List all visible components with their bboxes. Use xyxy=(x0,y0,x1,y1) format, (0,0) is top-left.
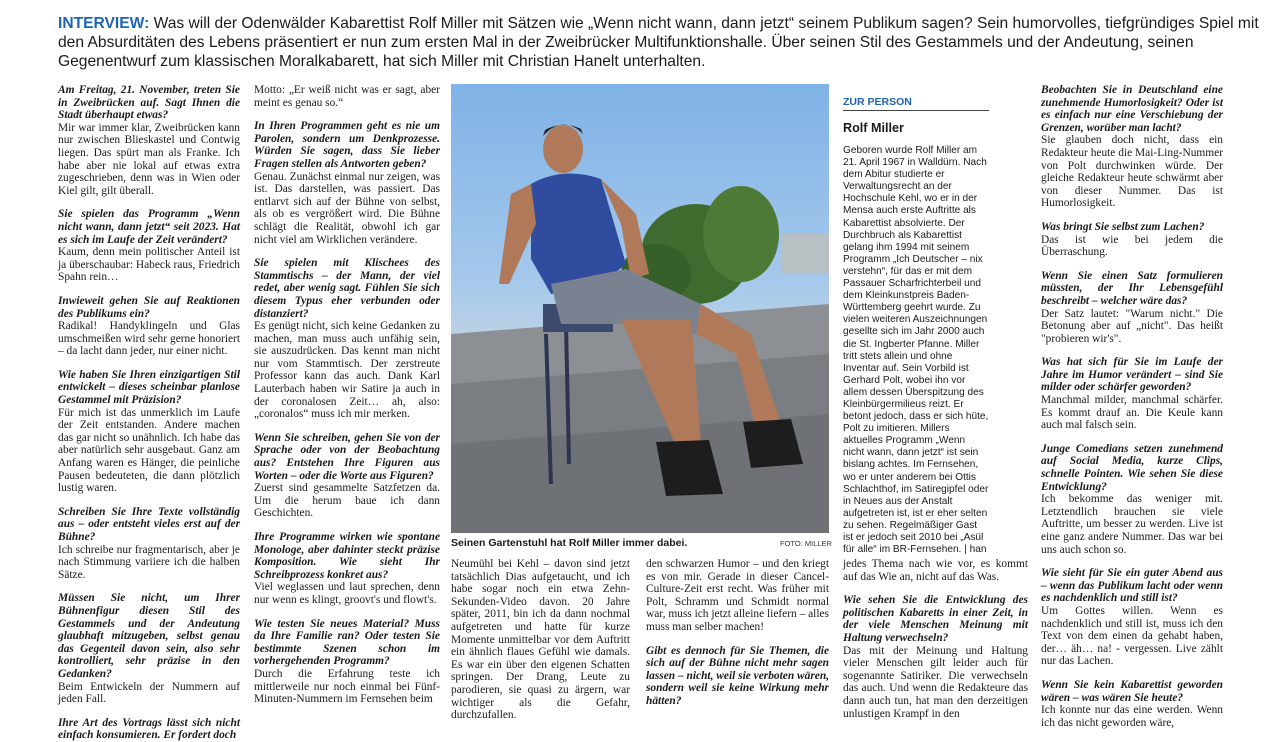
intro-text: Was will der Odenwälder Kabarettist Rolf Miller mit Sätzen wie „Wenn nicht wann, dann jetzt“ seinem Publikum sagen? Sein humorvolles, tiefgründiges Spiel mit den Absurditäten des Lebens präsentiert er nun zum ersten Mal in der Zweibrücker Multifunktionshalle. Über seinen Stil des Gestammels und der Andeutung, seinen Gegenentwurf zum klassischen Moralkabarett, hat sich Miller mit Christian Hanelt unterhalten. xyxy=(58,15,1259,70)
qa-block xyxy=(843,558,1028,583)
qa-block xyxy=(58,717,240,742)
qa-block xyxy=(254,531,440,607)
qa-block xyxy=(58,208,240,284)
answer-text: Sie glauben doch nicht, dass ein Redakteur heute die Mai-Ling-Nummer von Polt durchwinken würde. Der gleiche Redakteur heute schwärmt aber von dieser Nummer. Das ist Humorlosigkeit. xyxy=(1041,134,1223,210)
answer-text: den schwarzen Humor – und den kriegt es von mir. Gerade in dieser Cancel-Culture-Zeit erst recht. Was früher mit Polt, Schramm und Schmidt normal war, muss ich jetzt alleine liefern – alles muss man selber machen! xyxy=(646,558,829,633)
qa-block xyxy=(254,432,440,520)
answer-text: Der Satz lautet: "Warum nicht." Die Betonung aber auf „nicht". Das heißt "probieren wir's". xyxy=(1041,307,1223,345)
qa-block xyxy=(1041,356,1223,432)
answer-text: Das mit der Meinung und Haltung vieler Menschen gilt leider auch für sogenannte Satiriker. Die verwechseln das auch. Und wenn die Redakteure das dann auch tun, hat man den derzeitigen unlustigen Krampf in den xyxy=(843,644,1028,720)
question-text: Beobachten Sie in Deutschland eine zunehmende Humorlosigkeit? Oder ist es einfach nur eine Verschiebung der Grenzen, worüber man lacht? xyxy=(1041,84,1223,134)
qa-block xyxy=(451,558,630,722)
column-1 xyxy=(58,84,240,742)
person-infobox xyxy=(843,96,989,556)
infobox-kicker: ZUR PERSON xyxy=(843,96,989,111)
qa-block xyxy=(58,592,240,705)
question-text: Wie testen Sie neues Material? Muss da Ihre Familie ran? Oder testen Sie bestimmte Szenen schon im vorhergehenden Programm? xyxy=(254,617,440,668)
portrait-photo xyxy=(451,84,829,533)
answer-text: Durch die Erfahrung teste ich mittlerweile nur noch einmal bei Fünf-Minuten-Nummern im Fernsehen beim xyxy=(254,667,440,706)
answer-text: Manchmal milder, manchmal schärfer. Es kommt drauf an. Die Keule kann auch mal falsch sein. xyxy=(1041,394,1223,432)
qa-block xyxy=(1041,84,1223,210)
question-text: Wie haben Sie Ihren einzigartigen Stil entwickelt – dieses scheinbar planlose Gestammel mit Präzision? xyxy=(58,368,240,407)
column-6 xyxy=(1041,84,1223,729)
column-5 xyxy=(843,558,1028,720)
question-text: In Ihren Programmen geht es nie um Parolen, sondern um Denkprozesse. Würden Sie sagen, dass Sie lieber Fragen stellen als Antworten geben? xyxy=(254,120,440,170)
qa-block xyxy=(254,84,440,109)
answer-text: jedes Thema nach wie vor, es kommt auf das Wie an, nicht auf das Was. xyxy=(843,558,1028,583)
qa-block xyxy=(254,120,440,246)
qa-block xyxy=(1041,567,1223,668)
answer-text: Mir war immer klar, Zweibrücken kann nur zwischen Blieskastel und Contwig liegen. Das spürt man als Franke. Ich habe aber nie lokal auf etwas extra zugeschrieben, denn was in Wien oder Kiel gilt, gilt überall. xyxy=(58,121,240,197)
answer-text: Motto: „Er weiß nicht was er sagt, aber meint es genau so.“ xyxy=(254,84,440,109)
qa-block xyxy=(1041,679,1223,729)
question-text: Gibt es dennoch für Sie Themen, die sich auf der Bühne nicht mehr sagen lassen – nicht, weil sie verboten wären, sondern weil sie keine Wirkung mehr hätten? xyxy=(646,644,829,707)
infobox-name: Rolf Miller xyxy=(843,121,904,135)
question-text: Inwieweit gehen Sie auf Reaktionen des Publikums ein? xyxy=(58,294,240,320)
answer-text: Ich konnte nur das eine werden. Wenn ich das nicht geworden wäre, xyxy=(1041,704,1223,729)
answer-text: Beim Entwickeln der Nummern auf jeden Fall. xyxy=(58,680,240,706)
column-2 xyxy=(254,84,440,720)
interview-tag: INTERVIEW: xyxy=(58,15,150,32)
question-text: Sie spielen mit Klischees des Stammtischs – der Mann, der viel redet, aber wenig sagt. Fühlen Sie sich diesem Typus eher verbunden oder distanziert? xyxy=(254,257,440,320)
answer-text: Kaum, denn mein politischer Anteil ist ja überschaubar: Habeck raus, Friedrich Spahn rein… xyxy=(58,246,240,284)
answer-text: Zuerst sind gesammelte Satzfetzen da. Um die herum baue ich dann Geschichten. xyxy=(254,482,440,520)
photo-credit: FOTO: MILLER xyxy=(780,539,832,548)
question-text: Wenn Sie kein Kabarettist geworden wären – was wären Sie heute? xyxy=(1041,678,1223,704)
qa-block xyxy=(843,594,1028,720)
qa-block xyxy=(58,506,240,582)
answer-text: Radikal! Handyklingeln und Glas umschmeißen wird sehr gerne honoriert – da lacht dann jeder, nur einer nicht. xyxy=(58,320,240,358)
question-text: Wie sehen Sie die Entwicklung des politischen Kabaretts in einer Zeit, in der viele Menschen Meinung mit Haltung verwechseln? xyxy=(843,594,1028,644)
answer-text: Genau. Zunächst einmal nur zeigen, was ist. Das darstellen, was passiert. Das entlarvt sich auf der Bühne von selbst, als ob es vergrößert wird. Die Bühne schlägt die Realität, obwohl ich gar nicht viel am Wirklichen verändere. xyxy=(254,170,440,246)
qa-block xyxy=(1041,443,1223,556)
qa-block xyxy=(58,84,240,197)
photo-caption: Seinen Gartenstuhl hat Rolf Miller immer dabei. xyxy=(451,537,688,549)
qa-block xyxy=(1041,270,1223,346)
qa-block xyxy=(58,295,240,358)
answer-text: Um Gottes willen. Wenn es nachdenklich und still ist, muss ich den Text von dem einen da gehabt haben, der… äh… na! - vergessen. Live zählt nur das Lachen. xyxy=(1041,604,1223,668)
column-3 xyxy=(451,558,630,720)
infobox-bio: Geboren wurde Rolf Miller am 21. April 1967 in Walldürn. Nach dem Abitur studierte er Verwaltungsrecht an der Hochschule Kehl, wo er in der Mensa auch erste Auftritte als Kabarettist absolvierte. Der Durchbruch als Kabarettist gelang ihm 1994 mit seinem Programm „Ich Deutscher – nix verstehn“, für das er mit dem Passauer Scharfrichterbeil und dem Kleinkunstpreis Baden-Württemberg geehrt wurde. Zu vielen weiteren Auszeichnungen gesellte sich im Jahr 2000 auch die St. Ingberter Pfanne. Miller tritt stets allein und ohne Inventar auf. Sein Vorbild ist Gerhard Polt, wobei ihn vor allem dessen Überspitzung des Kleinbürgermilieus reizt. Er betont jedoch, dass er sich hüte, Polt zu imitieren. Millers aktuelles Programm „Wenn nicht wann, dann jetzt“ ist sein bislang achtes. Im Fernsehen, wo er unter anderem bei Ottis Schlachthof, im Satiregipfel oder in Neues aus der Anstalt aufgetreten ist, ist er eher selten zu sehen. Regelmäßiger Gast ist er jedoch seit 2010 bei „Asül für alle“ im BR-Fernsehen. | han xyxy=(843,145,989,556)
question-text: Am Freitag, 21. November, treten Sie in Zweibrücken auf. Sagt Ihnen die Stadt überhaupt etwas? xyxy=(58,84,240,122)
question-text: Wenn Sie schreiben, gehen Sie von der Sprache oder von der Beobachtung aus? Entstehen Ihre Figuren aus Worten – oder die Worte aus Figuren? xyxy=(254,431,440,482)
article-intro xyxy=(58,14,1268,71)
question-text: Müssen Sie nicht, um Ihrer Bühnenfigur diesen Stil des Gestammels und der Andeutung glaubhaft mitzugeben, selbst genau das Gegenteil davon sein, also sehr kontrolliert, sehr präzise in den Gedanken? xyxy=(58,592,240,680)
question-text: Ihre Art des Vortrags lässt sich nicht einfach konsumieren. Er fordert doch xyxy=(58,716,240,742)
answer-text: Viel weglassen und laut sprechen, denn nur wenn es klingt, groovt's und flowt's. xyxy=(254,581,440,606)
qa-block xyxy=(58,369,240,495)
qa-block xyxy=(254,257,440,421)
question-text: Wie sieht für Sie ein guter Abend aus – wenn das Publikum lacht oder wenn es nachdenklich und still ist? xyxy=(1041,567,1223,605)
answer-text: Für mich ist das unmerklich im Laufe der Zeit entstanden. Andere machen das gar nicht so unähnlich. Ich habe das aber natürlich sehr ausgebaut. Ganz am Anfang waren es Hänger, die peinliche Pausen bedeuteten, die dann plötzlich lustig waren. xyxy=(58,406,240,495)
question-text: Schreiben Sie Ihre Texte vollständig aus – oder entsteht vieles erst auf der Bühne? xyxy=(58,505,240,543)
question-text: Ihre Programme wirken wie spontane Monologe, aber dahinter steckt präzise Komposition. Wie sieht Ihr Schreibprozess konkret aus? xyxy=(254,531,440,581)
column-4 xyxy=(646,558,829,720)
answer-text: Neumühl bei Kehl – davon sind jetzt tatsächlich Dias aufgetaucht, und ich habe sogar noch ein etwa Zehn-Sekunden-Video davon. 20 Jahre später, 2011, bin ich da dann nochmal aufgetreten und hatte für kurze Momente unmittelbar vor dem Auftritt ein ähnlich flaues Gefühl wie damals. Es war ein über den eigenen Schatten springen. Der Drang, Leute zu parodieren, sie quasi zu ärgern, war wichtiger als die Gefahr, durchzufallen. xyxy=(451,558,630,722)
answer-text: Das ist wie bei jedem die Überraschung. xyxy=(1041,233,1223,259)
question-text: Was bringt Sie selbst zum Lachen? xyxy=(1041,220,1205,233)
answer-text: Es genügt nicht, sich keine Gedanken zu machen, man muss auch unfähig sein, sie auszudrücken. Das kennt man nicht nur vom Stammtisch. Der zerstreute Professor kann das auch. Dank Karl Lauterbach haben wir Satire ja auch in der coronalosen Zeit… ah, also: „coronalos“ muss ich mir merken. xyxy=(254,320,440,421)
photo-illustration xyxy=(451,84,829,533)
question-text: Wenn Sie einen Satz formulieren müssten, der Ihr Lebensgefühl beschreibt – welcher wäre das? xyxy=(1041,269,1223,307)
question-text: Junge Comedians setzen zunehmend auf Social Media, kurze Clips, schnelle Pointen. Wie sehen Sie diese Entwicklung? xyxy=(1041,442,1223,493)
qa-block xyxy=(646,558,829,634)
qa-block xyxy=(646,645,829,708)
qa-block xyxy=(254,618,440,706)
answer-text: Ich bekomme das weniger mit. Letztendlich brauchen sie viele Auftritte, um besser zu werden. Live ist eine ganz andere Nummer. Das war bei uns auch schon so. xyxy=(1041,493,1223,556)
answer-text: Ich schreibe nur fragmentarisch, aber je nach Stimmung variiere ich die halben Sätze. xyxy=(58,543,240,581)
question-text: Was hat sich für Sie im Laufe der Jahre im Humor verändert – sind Sie milder oder schärfer geworden? xyxy=(1041,356,1223,394)
question-text: Sie spielen das Programm „Wenn nicht wann, dann jetzt“ seit 2023. Hat es sich im Laufe der Zeit verändert? xyxy=(58,208,240,246)
qa-block xyxy=(1041,221,1223,259)
